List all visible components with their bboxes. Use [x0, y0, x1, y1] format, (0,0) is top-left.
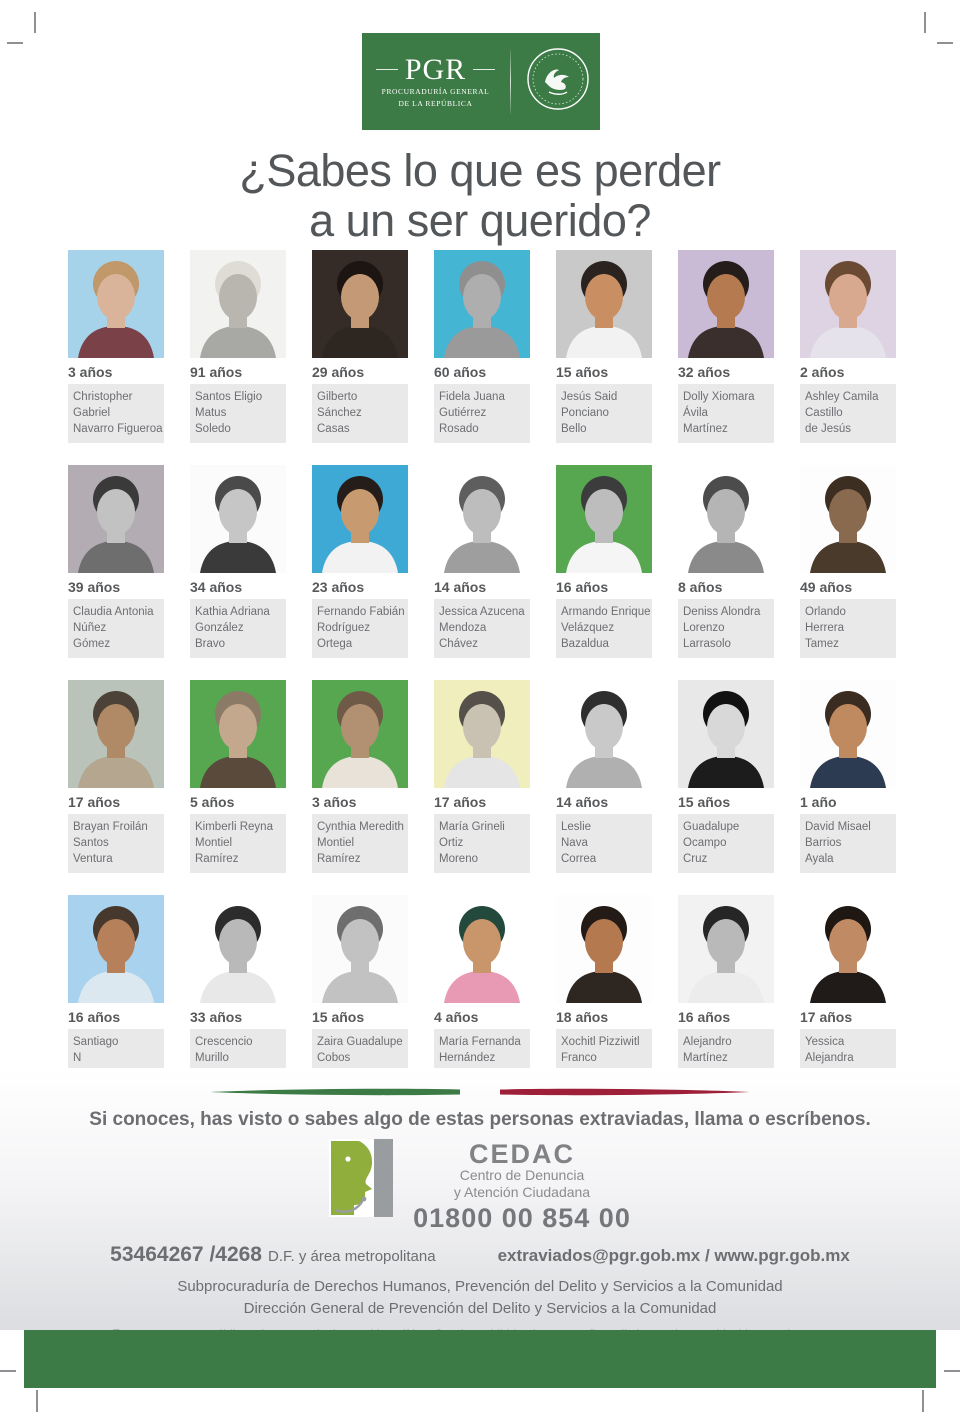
- cedac-text: [413, 1139, 631, 1234]
- pgr-rule-right: [473, 69, 495, 70]
- contact-row: [0, 1243, 960, 1267]
- person-name-line: Gómez: [73, 638, 111, 650]
- person-name-line: Gabriel: [73, 407, 111, 419]
- person-name-line: Brayan Froilán: [73, 821, 148, 833]
- person-name: [556, 814, 652, 873]
- person-name-line: Correa: [561, 853, 597, 865]
- person-name-line: Ortega: [317, 638, 353, 650]
- person-age: 3 años: [312, 794, 357, 810]
- person-photo-silhouette: [190, 895, 286, 1003]
- pgr-org-name-line1: PROCURADURÍA GENERAL: [381, 86, 490, 96]
- person-name-line: Dolly Xiomara: [683, 391, 755, 403]
- person-age: 14 años: [434, 579, 487, 595]
- person-age: 16 años: [678, 1009, 731, 1025]
- person-photo-silhouette: [190, 250, 286, 358]
- person-age: 5 años: [190, 794, 235, 810]
- person-photo-silhouette: [312, 680, 408, 788]
- person-photo-silhouette: [556, 250, 652, 358]
- person-name-line: Christopher: [73, 391, 133, 403]
- person-name: [312, 814, 408, 873]
- person-name: [434, 814, 530, 873]
- person-name-line: Leslie: [561, 821, 592, 833]
- poster-title-line1: ¿Sabes lo que es perder: [239, 145, 721, 196]
- person-age: 39 años: [68, 579, 121, 595]
- mexico-coat-of-arms-icon: [525, 46, 591, 117]
- person-name-line: González: [195, 622, 244, 634]
- person-name-line: Crescencio: [195, 1036, 253, 1048]
- local-phone: 53464267 /4268: [110, 1243, 262, 1266]
- person-photo: [312, 465, 408, 573]
- person-name-line: Lorenzo: [683, 622, 725, 634]
- cedac-subtitle-line2: y Atención Ciudadana: [453, 1184, 591, 1200]
- person-photo-silhouette: [68, 895, 164, 1003]
- person-name-line: Larrasolo: [683, 638, 731, 650]
- person-name-line: Santos: [73, 837, 109, 849]
- person-photo-silhouette: [800, 250, 896, 358]
- green-swoosh: [210, 1088, 460, 1096]
- person-photo: [312, 250, 408, 358]
- person-photo: [434, 465, 530, 573]
- person-photo: [800, 465, 896, 573]
- person-photo-silhouette: [190, 680, 286, 788]
- person-name-line: N: [73, 1052, 82, 1064]
- person-card: [190, 680, 286, 873]
- person-name-line: Jessica Azucena: [439, 606, 525, 618]
- person-photo-silhouette: [800, 895, 896, 1003]
- person-name-line: Xochitl Pizziwitl: [561, 1036, 640, 1048]
- person-card: [312, 680, 408, 873]
- person-name-line: Martínez: [683, 1052, 728, 1064]
- person-name-line: Soledo: [195, 423, 231, 435]
- person-name-line: Bazaldua: [561, 638, 609, 650]
- person-name: [68, 599, 164, 658]
- footer: [0, 1068, 960, 1330]
- pgr-header-box: [362, 33, 600, 130]
- person-card: [434, 680, 530, 873]
- person-card: [312, 895, 408, 1088]
- person-age: 15 años: [678, 794, 731, 810]
- person-name-line: Kathia Adriana: [195, 606, 270, 618]
- person-photo: [190, 680, 286, 788]
- person-name-line: María Fernanda: [439, 1036, 521, 1048]
- person-name-line: Alejandro: [683, 1036, 732, 1048]
- person-name: [190, 599, 286, 658]
- person-name-line: Cruz: [683, 853, 708, 865]
- person-photo-silhouette: [678, 465, 774, 573]
- person-card: [800, 465, 896, 658]
- person-card: [68, 680, 164, 873]
- person-photo-silhouette: [434, 250, 530, 358]
- person-photo: [678, 250, 774, 358]
- person-name-line: Deniss Alondra: [683, 606, 761, 618]
- person-name-line: Navarro Figueroa: [73, 423, 163, 435]
- person-name-line: Ramírez: [195, 853, 239, 865]
- crop-mark-top-right-v: [924, 12, 926, 33]
- crop-mark-top-right-h: [937, 42, 953, 44]
- person-age: 2 años: [800, 364, 845, 380]
- person-age: 91 años: [190, 364, 243, 380]
- crop-mark-bottom-right-h: [944, 1370, 960, 1372]
- person-name-line: Murillo: [195, 1052, 229, 1064]
- person-name-line: Ávila: [683, 407, 708, 419]
- person-photo-silhouette: [556, 895, 652, 1003]
- person-name-line: Núñez: [73, 622, 107, 634]
- person-card: [678, 250, 774, 443]
- person-card: [68, 465, 164, 658]
- person-name: [312, 599, 408, 658]
- person-photo: [800, 680, 896, 788]
- decorative-swooshes: [0, 1068, 960, 1096]
- person-name: [556, 599, 652, 658]
- person-card: [556, 680, 652, 873]
- person-photo-silhouette: [678, 250, 774, 358]
- person-photo: [556, 895, 652, 1003]
- call-to-action-text: Si conoces, has visto o sabes algo de estas personas extraviadas, llama o escríbenos.: [89, 1109, 871, 1130]
- person-age: 32 años: [678, 364, 731, 380]
- person-card: [556, 895, 652, 1088]
- cedac-face-icon: [329, 1139, 393, 1222]
- pgr-acronym-text: PGR: [404, 52, 467, 86]
- person-name-line: Mendoza: [439, 622, 487, 634]
- person-photo: [312, 680, 408, 788]
- person-name-line: Santiago: [73, 1036, 119, 1048]
- person-name-line: Yessica: [805, 1036, 845, 1048]
- person-name-line: Chávez: [439, 638, 478, 650]
- person-name-line: Gilberto: [317, 391, 358, 403]
- person-photo-silhouette: [312, 465, 408, 573]
- person-name-line: Ayala: [805, 853, 834, 865]
- person-name-line: Martínez: [683, 423, 728, 435]
- pgr-wordmark: [372, 52, 500, 109]
- person-name-line: Velázquez: [561, 622, 615, 634]
- person-photo: [434, 895, 530, 1003]
- person-card: [190, 250, 286, 443]
- person-name-line: Casas: [317, 423, 350, 435]
- person-name-line: Franco: [561, 1052, 597, 1064]
- person-photo: [68, 465, 164, 573]
- person-name-line: Guadalupe: [683, 821, 740, 833]
- person-name-line: Ponciano: [561, 407, 609, 419]
- person-name-line: Nava: [561, 837, 588, 849]
- person-name-line: Ramírez: [317, 853, 361, 865]
- person-age: 34 años: [190, 579, 243, 595]
- person-card: [190, 895, 286, 1088]
- person-age: 1 año: [800, 794, 837, 810]
- pgr-acronym: [372, 52, 500, 86]
- person-card: [68, 895, 164, 1088]
- poster-title: [0, 146, 960, 246]
- person-name-line: Zaira Guadalupe: [317, 1036, 403, 1048]
- poster-title-line2: a un ser querido?: [309, 195, 651, 246]
- person-name-line: Rosado: [439, 423, 479, 435]
- missing-persons-grid: [68, 250, 896, 1088]
- pgr-divider: [510, 50, 511, 114]
- person-card: [68, 250, 164, 443]
- person-card: [312, 250, 408, 443]
- person-card: [800, 250, 896, 443]
- person-name: [190, 384, 286, 443]
- person-photo: [190, 250, 286, 358]
- bottom-green-band: [24, 1330, 936, 1388]
- person-name: [556, 384, 652, 443]
- person-photo-silhouette: [678, 895, 774, 1003]
- person-name-line: Tamez: [805, 638, 839, 650]
- person-card: [312, 465, 408, 658]
- person-name-line: Ocampo: [683, 837, 727, 849]
- person-card: [556, 465, 652, 658]
- person-age: 17 años: [434, 794, 487, 810]
- person-age: 17 años: [800, 1009, 853, 1025]
- person-photo-silhouette: [68, 465, 164, 573]
- person-name: [312, 384, 408, 443]
- person-age: 14 años: [556, 794, 609, 810]
- person-photo: [556, 250, 652, 358]
- person-photo-silhouette: [556, 680, 652, 788]
- person-name-line: Santos Eligio: [195, 391, 263, 403]
- person-name-line: Kimberli Reyna: [195, 821, 273, 833]
- person-photo: [68, 680, 164, 788]
- person-name-line: Barrios: [805, 837, 842, 849]
- person-name-line: Rodríguez: [317, 622, 371, 634]
- person-photo: [312, 895, 408, 1003]
- person-photo-silhouette: [190, 465, 286, 573]
- person-name: [800, 384, 896, 443]
- pgr-rule-left: [376, 69, 398, 70]
- person-name: [800, 814, 896, 873]
- person-photo: [800, 250, 896, 358]
- person-name: [800, 599, 896, 658]
- person-card: [678, 465, 774, 658]
- person-age: 15 años: [312, 1009, 365, 1025]
- person-card: [556, 250, 652, 443]
- person-name: [434, 384, 530, 443]
- person-photo: [68, 250, 164, 358]
- person-photo-silhouette: [678, 680, 774, 788]
- person-name-line: Armando Enrique: [561, 606, 651, 618]
- person-name-line: David Misael: [805, 821, 871, 833]
- person-photo: [68, 895, 164, 1003]
- person-name: [190, 814, 286, 873]
- person-name-line: Moreno: [439, 853, 478, 865]
- red-swoosh: [500, 1088, 750, 1096]
- person-name: [678, 814, 774, 873]
- person-name: [678, 599, 774, 658]
- person-card: [800, 680, 896, 873]
- person-age: 16 años: [556, 579, 609, 595]
- email-and-website: extraviados@pgr.gob.mx / www.pgr.gob.mx: [497, 1246, 850, 1265]
- person-age: 18 años: [556, 1009, 609, 1025]
- person-photo: [556, 465, 652, 573]
- person-age: 4 años: [434, 1009, 479, 1025]
- person-photo: [678, 895, 774, 1003]
- person-name-line: Cobos: [317, 1052, 351, 1064]
- person-card: [678, 680, 774, 873]
- pgr-org-name-line2: DE LA REPÚBLICA: [398, 98, 473, 108]
- person-photo-silhouette: [434, 465, 530, 573]
- person-name-line: Gutiérrez: [439, 407, 487, 419]
- person-name-line: Jesús Said: [561, 391, 618, 403]
- person-name-line: Matus: [195, 407, 227, 419]
- person-name-line: Fidela Juana: [439, 391, 505, 403]
- person-photo-silhouette: [312, 895, 408, 1003]
- person-name-line: Alejandra: [805, 1052, 854, 1064]
- person-photo-silhouette: [68, 250, 164, 358]
- person-photo: [434, 250, 530, 358]
- person-card: [434, 465, 530, 658]
- person-name-line: Herrera: [805, 622, 844, 634]
- crop-mark-top-left-h: [7, 42, 23, 44]
- person-name-line: de Jesús: [805, 423, 852, 435]
- cedac-subtitle-line1: Centro de Denuncia: [459, 1167, 585, 1183]
- person-card: [434, 250, 530, 443]
- person-name-line: Fernando Fabián: [317, 606, 405, 618]
- person-age: 16 años: [68, 1009, 121, 1025]
- person-age: 15 años: [556, 364, 609, 380]
- cedac-tollfree-phone: 01800 00 854 00: [413, 1203, 631, 1233]
- crop-mark-bottom-right-v: [922, 1390, 924, 1412]
- cedac-block: [0, 1139, 960, 1234]
- person-name-line: Orlando: [805, 606, 846, 618]
- person-name: [68, 384, 164, 443]
- person-photo-silhouette: [68, 680, 164, 788]
- person-name-line: Cynthia Meredith: [317, 821, 404, 833]
- person-name-line: Claudia Antonia: [73, 606, 154, 618]
- person-age: 29 años: [312, 364, 365, 380]
- crop-mark-bottom-left-v: [36, 1390, 38, 1412]
- person-photo: [678, 465, 774, 573]
- person-photo: [190, 895, 286, 1003]
- person-photo-silhouette: [800, 680, 896, 788]
- person-name-line: Bravo: [195, 638, 226, 650]
- person-name-line: Sánchez: [317, 407, 362, 419]
- person-card: [434, 895, 530, 1088]
- local-phone-note: D.F. y área metropolitana: [268, 1248, 436, 1265]
- person-age: 60 años: [434, 364, 487, 380]
- person-name-line: Hernández: [439, 1052, 496, 1064]
- person-age: 33 años: [190, 1009, 243, 1025]
- person-photo: [800, 895, 896, 1003]
- person-photo-silhouette: [434, 895, 530, 1003]
- person-photo: [190, 465, 286, 573]
- person-name-line: Montiel: [317, 837, 355, 849]
- person-name: [68, 814, 164, 873]
- cedac-name: CEDAC: [468, 1139, 575, 1169]
- person-age: 49 años: [800, 579, 853, 595]
- person-name: [678, 384, 774, 443]
- person-card: [190, 465, 286, 658]
- department-line1: Subprocuraduría de Derechos Humanos, Prevención del Delito y Servicios a la Comunidad: [177, 1278, 783, 1295]
- person-name-line: Ventura: [73, 853, 113, 865]
- person-age: 17 años: [68, 794, 121, 810]
- crop-mark-top-left-v: [34, 12, 36, 33]
- person-photo-silhouette: [800, 465, 896, 573]
- person-name-line: Castillo: [805, 407, 843, 419]
- person-age: 23 años: [312, 579, 365, 595]
- person-age: 3 años: [68, 364, 113, 380]
- department-line2: Dirección General de Prevención del Delito y Servicios a la Comunidad: [243, 1300, 717, 1317]
- person-name-line: Ashley Camila: [805, 391, 879, 403]
- person-photo-silhouette: [434, 680, 530, 788]
- person-photo: [434, 680, 530, 788]
- person-card: [678, 895, 774, 1088]
- person-photo: [556, 680, 652, 788]
- person-photo-silhouette: [556, 465, 652, 573]
- person-name-line: María Grineli: [439, 821, 505, 833]
- person-photo-silhouette: [312, 250, 408, 358]
- person-name-line: Montiel: [195, 837, 233, 849]
- person-age: 8 años: [678, 579, 723, 595]
- person-name-line: Ortiz: [439, 837, 464, 849]
- person-card: [800, 895, 896, 1088]
- crop-mark-bottom-left-h: [0, 1370, 16, 1372]
- person-name: [434, 599, 530, 658]
- person-name-line: Bello: [561, 423, 587, 435]
- person-photo: [678, 680, 774, 788]
